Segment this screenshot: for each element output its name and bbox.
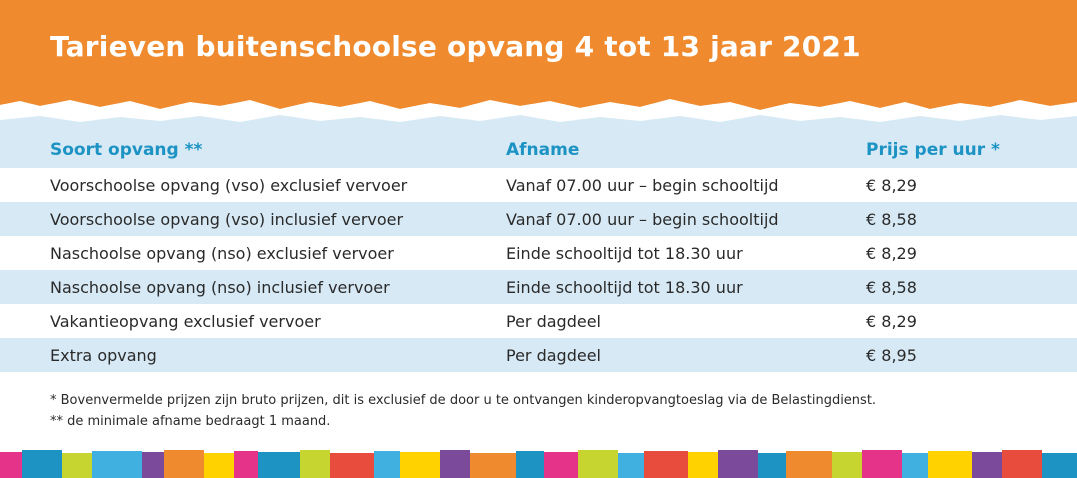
cell-afname: Einde schooltijd tot 18.30 uur xyxy=(506,278,743,297)
cell-afname: Per dagdeel xyxy=(506,346,601,365)
stripe-bars xyxy=(0,450,1077,478)
table-header-row xyxy=(0,126,1077,168)
footnote-minimum: ** de minimale afname bedraagt 1 maand. xyxy=(50,414,331,429)
cell-soort-opvang: Naschoolse opvang (nso) exclusief vervoer xyxy=(50,244,394,263)
torn-paper-edge xyxy=(0,84,1077,128)
decorative-stripes xyxy=(0,448,1077,478)
table-row xyxy=(0,270,1077,304)
column-header-soort-opvang: Soort opvang ** xyxy=(50,140,203,160)
cell-prijs: € 8,95 xyxy=(866,346,917,365)
cell-prijs: € 8,58 xyxy=(866,278,917,297)
cell-afname: Einde schooltijd tot 18.30 uur xyxy=(506,244,743,263)
cell-afname: Vanaf 07.00 uur – begin schooltijd xyxy=(506,210,779,229)
cell-soort-opvang: Vakantieopvang exclusief vervoer xyxy=(50,312,321,331)
footnote-price: * Bovenvermelde prijzen zijn bruto prijzen, dit is exclusief de door u te ontvangen kinderopvangtoeslag via de Belastingdienst. xyxy=(50,393,877,408)
page-title: Tarieven buitenschoolse opvang 4 tot 13 jaar 2021 xyxy=(50,30,861,63)
cell-soort-opvang: Naschoolse opvang (nso) inclusief vervoer xyxy=(50,278,390,297)
cell-prijs: € 8,29 xyxy=(866,176,917,195)
tariff-table xyxy=(0,126,1077,374)
table-row xyxy=(0,202,1077,236)
cell-soort-opvang: Voorschoolse opvang (vso) inclusief vervoer xyxy=(50,210,404,229)
cell-prijs: € 8,29 xyxy=(866,244,917,263)
table-row xyxy=(0,236,1077,270)
column-header-afname: Afname xyxy=(506,140,580,160)
cell-soort-opvang: Voorschoolse opvang (vso) exclusief vervoer xyxy=(50,176,408,195)
footnotes xyxy=(50,390,876,432)
table-row xyxy=(0,304,1077,338)
table-row xyxy=(0,338,1077,372)
column-header-prijs: Prijs per uur * xyxy=(866,140,1000,160)
cell-prijs: € 8,58 xyxy=(866,210,917,229)
cell-afname: Vanaf 07.00 uur – begin schooltijd xyxy=(506,176,779,195)
cell-soort-opvang: Extra opvang xyxy=(50,346,157,365)
table-row xyxy=(0,168,1077,202)
cell-prijs: € 8,29 xyxy=(866,312,917,331)
cell-afname: Per dagdeel xyxy=(506,312,601,331)
